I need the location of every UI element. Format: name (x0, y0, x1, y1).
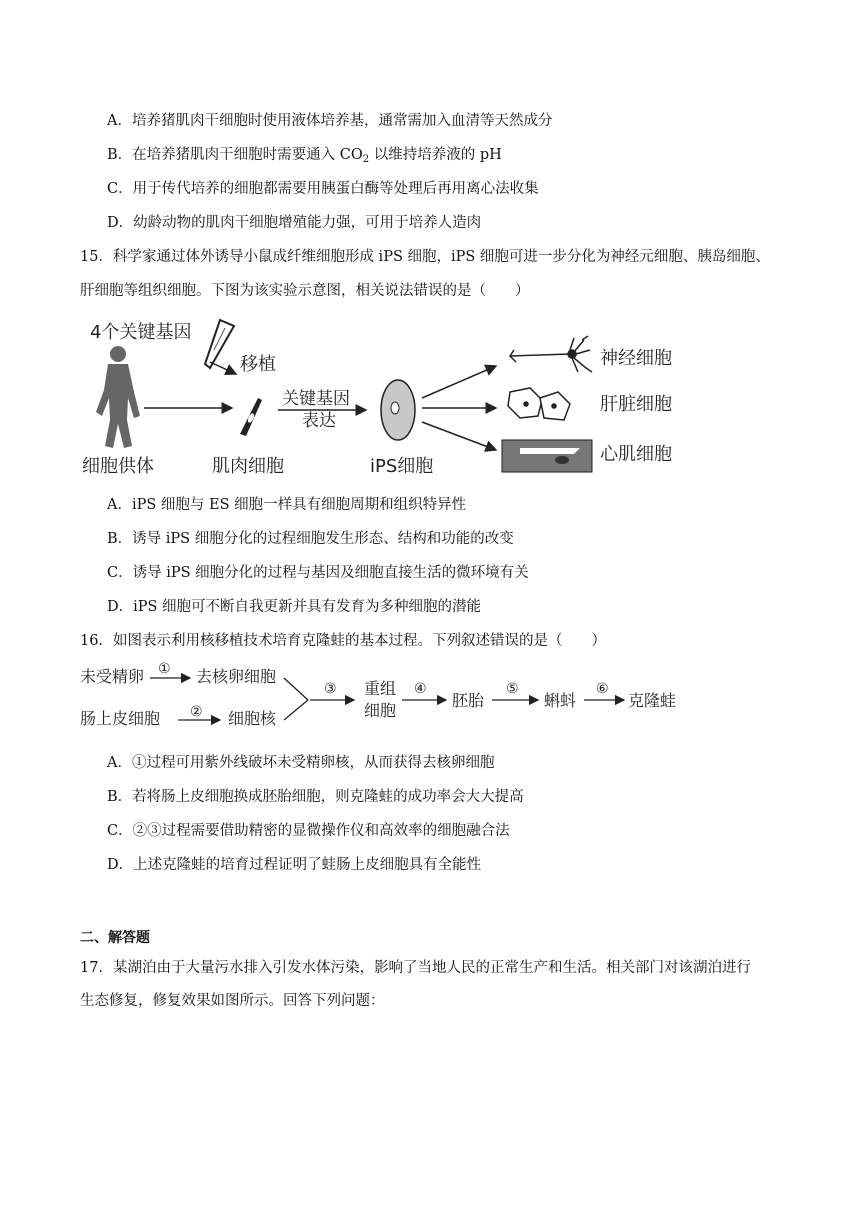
q14-option-b (107, 145, 502, 170)
q15-option-c: C．诱导 iPS 细胞分化的过程与基因及细胞直接生活的微环境有关 (107, 565, 529, 581)
neuron-label: 神经细胞 (600, 348, 672, 369)
expression-label-1: 关键基因 (282, 389, 350, 409)
flow-nucleus: 细胞核 (228, 709, 277, 728)
q14-option-c: C．用于传代培养的细胞都需要用胰蛋白酶等处理后再用离心法收集 (107, 181, 539, 197)
flow-epithelial: 肠上皮细胞 (80, 709, 161, 728)
heart-label: 心肌细胞 (600, 444, 672, 465)
flow-frog: 克隆蛙 (628, 691, 677, 710)
heart-muscle-icon (502, 440, 592, 472)
transplant-label: 移植 (240, 354, 276, 375)
flow-recombined-1: 重组 (364, 679, 397, 698)
q14-option-a: A．培养猪肌肉干细胞时使用液体培养基，通常需加入血清等天然成分 (107, 113, 553, 129)
co2-subscript: 2 (362, 154, 370, 165)
flow-step3: ③ (324, 681, 337, 697)
donor-label: 细胞供体 (82, 456, 154, 477)
ips-label: iPS细胞 (370, 456, 434, 477)
flow-recombined-2: 细胞 (364, 701, 397, 720)
neuron-icon (510, 336, 592, 372)
muscle-cell-icon (240, 398, 262, 436)
q15-option-d: D．iPS 细胞可不断自我更新并具有发育为多种细胞的潜能 (107, 599, 482, 615)
flow-step6: ⑥ (596, 681, 609, 697)
q15-option-b: B．诱导 iPS 细胞分化的过程细胞发生形态、结构和功能的改变 (107, 531, 514, 547)
q17-line2: 生态修复，修复效果如图所示。回答下列问题： (80, 993, 385, 1009)
human-donor-icon (96, 346, 140, 448)
q16-option-b: B．若将肠上皮细胞换成胚胎细胞，则克隆蛙的成功率会大大提高 (107, 789, 524, 805)
q15-stem-line1: 15．科学家通过体外诱导小鼠成纤维细胞形成 iPS 细胞，iPS 细胞可进一步分化为神经元细胞、胰岛细胞、 (80, 249, 770, 265)
ips-cell-icon (381, 380, 415, 440)
q16-option-a: A．①过程可用紫外线破坏未受精卵核，从而获得去核卵细胞 (107, 755, 495, 771)
flow-step4: ④ (414, 681, 427, 697)
q15-option-a: A．iPS 细胞与 ES 细胞一样具有细胞周期和组织特异性 (107, 497, 467, 513)
muscle-label: 肌肉细胞 (212, 456, 284, 477)
liver-label: 肝脏细胞 (600, 394, 672, 415)
liver-cells-icon (508, 388, 570, 420)
ips-diagram (80, 312, 700, 480)
q15-stem-line2: 肝细胞等组织细胞。下图为该实验示意图，相关说法错误的是（ ） (80, 283, 530, 299)
pipette-icon (205, 320, 234, 368)
flow-tadpole: 蝌蚪 (544, 691, 577, 710)
q16-option-d: D．上述克隆蛙的培育过程证明了蛙肠上皮细胞具有全能性 (107, 857, 482, 873)
clone-frog-flow-diagram (78, 656, 698, 742)
flow-enucleated: 去核卵细胞 (196, 667, 277, 686)
flow-egg: 未受精卵 (80, 667, 145, 686)
flow-step1: ① (158, 661, 171, 677)
genes-label: 4个关键基因 (90, 322, 192, 343)
flow-embryo: 胚胎 (452, 691, 485, 710)
flow-step2: ② (190, 704, 203, 720)
q16-stem: 16．如图表示利用核移植技术培育克隆蛙的基本过程。下列叙述错误的是（ ） (80, 633, 606, 649)
expression-label-2: 表达 (302, 411, 336, 431)
q16-option-c: C．②③过程需要借助精密的显微操作仪和高效率的细胞融合法 (107, 823, 510, 839)
flow-step5: ⑤ (506, 681, 519, 697)
q14-option-b-tail: 以维持培养液的 pH (369, 147, 502, 163)
q17-line1: 17．某湖泊由于大量污水排入引发水体污染，影响了当地人民的正常生产和生活。相关部门对该湖泊进行 (80, 960, 751, 976)
q14-option-b-text: B．在培养猪肌肉干细胞时需要通入 CO (107, 147, 363, 163)
section2-heading: 二、解答题 (80, 930, 150, 946)
q14-option-d: D．幼龄动物的肌肉干细胞增殖能力强，可用于培养人造肉 (107, 215, 482, 231)
